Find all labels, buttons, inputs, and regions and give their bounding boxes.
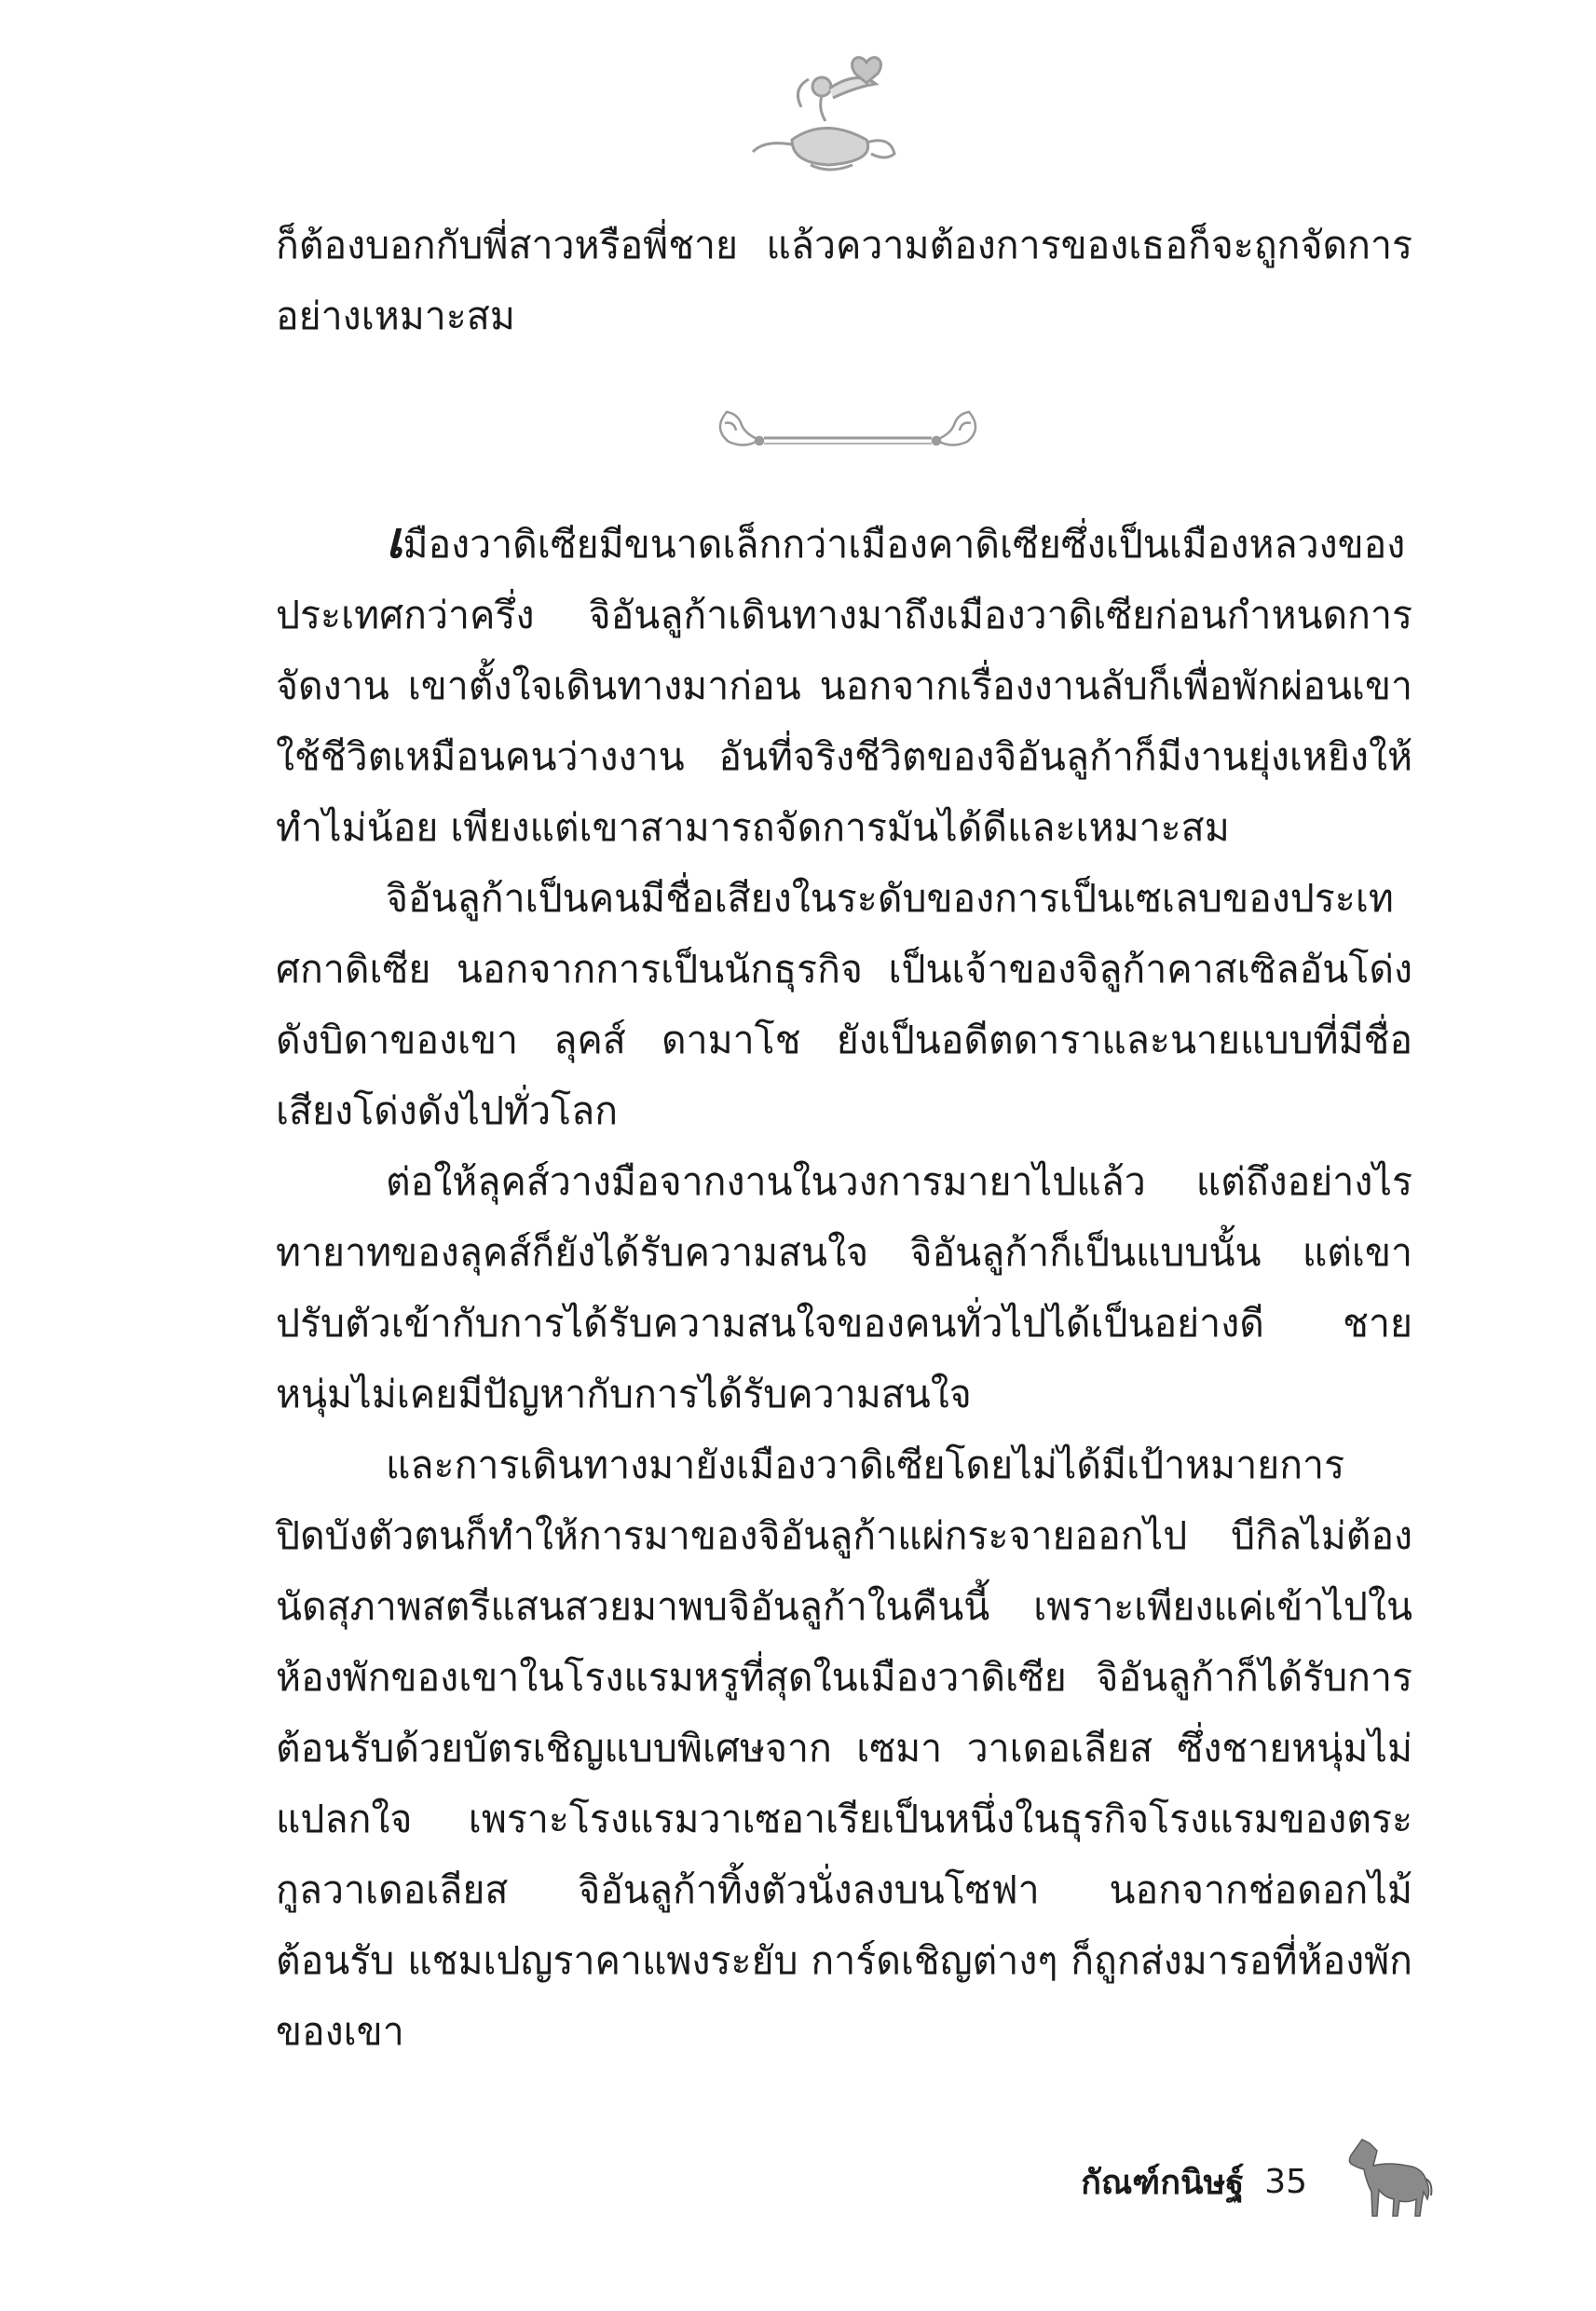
page-footer xyxy=(1081,2149,1307,2214)
body-paragraph: และการเดินทางมายังเมืองวาดิเซียโดยไม่ได้มีเป้าหมายการปิดบังตัวตนก็ทำให้การมาของจิอันลูก้าแผ่กระจายออกไป บีกิลไม่ต้องนัดสุภาพสตรีแสนสวยมาพบจิอันลูก้าในคืนนี้ เพราะเพียงแค่เข้าไปในห้องพักของเขาในโรงแรมหรูที่สุดในเมืองวาดิเซีย จิอันลูก้าก็ได้รับการต้อนรับด้วยบัตรเชิญแบบพิเศษจาก เซมา วาเดอเลียส ซึ่งชายหนุ่มไม่แปลกใจ เพราะโรงแรมวาเซอาเรียเป็นหนึ่งในธุรกิจโรงแรมของตระกูลวาเดอเลียส จิอันลูก้าทิ้งตัวนั่งลงบนโซฟา นอกจากช่อดอกไม้ต้อนรับ แชมเปญราคาแพงระยับ การ์ดเชิญต่างๆ ก็ถูกส่งมารอที่ห้องพักของเขา xyxy=(276,1443,1412,2054)
body-paragraph: ต่อให้ลุคส์วางมือจากงานในวงการมายาไปแล้ว แต่ถึงอย่างไรทายาทของลุคส์ก็ยังได้รับความสนใจ จิอันลูก้าก็เป็นแบบนั้น แต่เขาปรับตัวเข้ากับการได้รับความสนใจของคนทั่วไปได้เป็นอย่างดี ชายหนุ่มไม่เคยมีปัญหากับการได้รับความสนใจ xyxy=(276,1159,1412,1416)
teapot-cupid-ornament-icon xyxy=(736,51,913,177)
book-title: กัณฑ์กนิษฐ์ xyxy=(1081,2163,1245,2202)
top-paragraph: ก็ต้องบอกกับพี่สาวหรือพี่ชาย แล้วความต้องการของเธอก็จะถูกจัดการอย่างเหมาะสม xyxy=(276,223,1412,338)
opening-paragraph xyxy=(276,509,1412,863)
page-number: 35 xyxy=(1264,2162,1307,2201)
drop-cap: เ xyxy=(386,510,403,569)
horse-icon xyxy=(1342,2134,1435,2222)
body-paragraph: จิอันลูก้าเป็นคนมีชื่อเสียงในระดับของการเป็นเซเลบของประเทศกาดิเซีย นอกจากการเป็นนักธุรกิจ เป็นเจ้าของจิลูก้าคาสเซิลอันโด่งดังบิดาของเขา ลุคส์ ดามาโช ยังเป็นอดีตดาราและนายแบบที่มีชื่อเสียงโด่งดังไปทั่วโลก xyxy=(276,876,1412,1133)
flourish-divider-icon xyxy=(708,401,988,457)
section-body xyxy=(276,509,1412,2067)
opening-paragraph-text: มืองวาดิเซียมีขนาดเล็กกว่าเมืองคาดิเซียซึ่งเป็นเมืองหลวงของประเทศกว่าครึ่ง จิอันลูก้าเดินทางมาถึงเมืองวาดิเซียก่อนกำหนดการจัดงาน เขาตั้งใจเดินทางมาก่อน นอกจากเรื่องงานลับก็เพื่อพักผ่อนเขาใช้ชีวิตเหมือนคนว่างงาน อันที่จริงชีวิตของจิอันลูก้าก็มีงานยุ่งเหยิงให้ทำไม่น้อย เพียงแต่เขาสามารถจัดการมันได้ดีและเหมาะสม xyxy=(276,522,1412,850)
